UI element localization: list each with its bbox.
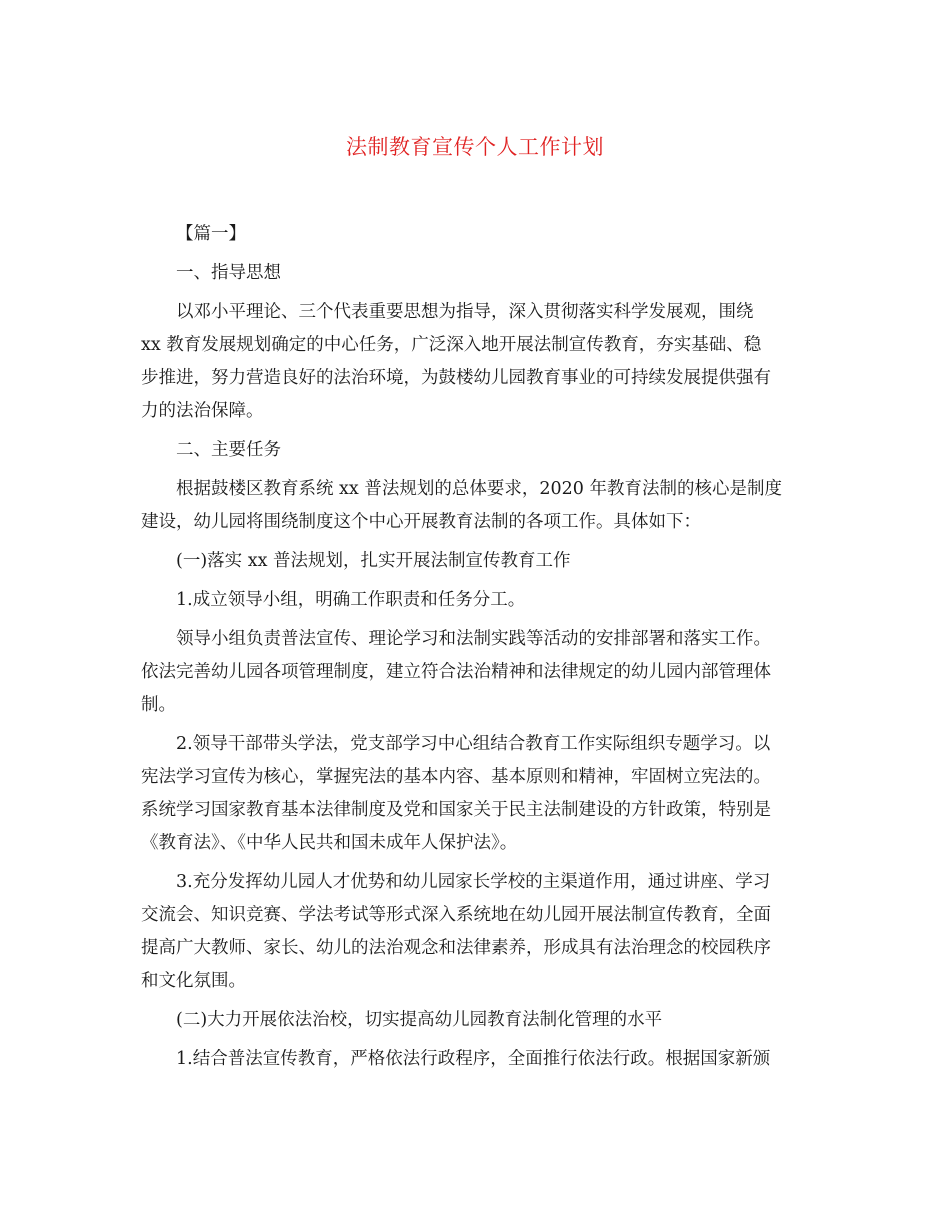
- paragraph-line: 宪法学习宣传为核心，掌握宪法的基本内容、基本原则和精神，牢固树立宪法的。: [141, 767, 771, 787]
- paragraph-line: 建设，幼儿园将围绕制度这个中心开展教育法制的各项工作。具体如下：: [141, 512, 701, 532]
- document-title: 法制教育宣传个人工作计划: [346, 135, 604, 159]
- paragraph-line: 以邓小平理论、三个代表重要思想为指导，深入贯彻落实科学发展观，围绕: [176, 302, 754, 322]
- paragraph-line: xx 教育发展规划确定的中心任务，广泛深入地开展法制宣传教育，夯实基础、稳: [141, 335, 762, 355]
- paragraph-line: 《教育法》、《中华人民共和国未成年人保护法》。: [141, 833, 518, 853]
- paragraph-line: 提高广大教师、家长、幼儿的法治观念和法律素养，形成具有法治理念的校园秩序: [141, 938, 771, 958]
- paragraph-line: 根据鼓楼区教育系统 xx 普法规划的总体要求，2020 年教育法制的核心是制度: [176, 479, 782, 499]
- paragraph-line: 二、主要任务: [176, 440, 281, 460]
- paragraph-line: 依法完善幼儿园各项管理制度，建立符合法治精神和法律规定的幼儿园内部管理体: [141, 662, 771, 682]
- paragraph-line: 系统学习国家教育基本法律制度及党和国家关于民主法制建设的方针政策，特别是: [141, 800, 771, 820]
- paragraph-line: 1.成立领导小组，明确工作职责和任务分工。: [176, 590, 526, 610]
- paragraph-line: 制。: [141, 695, 176, 715]
- paragraph-line: 力的法治保障。: [141, 401, 264, 421]
- paragraph-line: (二)大力开展依法治校，切实提高幼儿园教育法制化管理的水平: [176, 1010, 663, 1030]
- paragraph-line: 交流会、知识竞赛、学法考试等形式深入系统地在幼儿园开展法制宣传教育，全面: [141, 905, 771, 925]
- paragraph-line: 2.领导干部带头学法，党支部学习中心组结合教育工作实际组织专题学习。以: [176, 734, 771, 754]
- paragraph-line: 和文化氛围。: [141, 971, 246, 991]
- paragraph-line: 1.结合普法宣传教育，严格依法行政程序，全面推行依法行政。根据国家新颁: [176, 1049, 771, 1069]
- document-body: [141, 218, 821, 1076]
- paragraph-line: 领导小组负责普法宣传、理论学习和法制实践等活动的安排部署和落实工作。: [176, 629, 771, 649]
- paragraph-line: 步推进，努力营造良好的法治环境，为鼓楼幼儿园教育事业的可持续发展提供强有: [141, 368, 771, 388]
- paragraph-line: (一)落实 xx 普法规划，扎实开展法制宣传教育工作: [176, 551, 571, 571]
- paragraph-line: 一、指导思想: [176, 263, 281, 283]
- paragraph-line: 【篇一】: [176, 224, 246, 244]
- paragraph-line: 3.充分发挥幼儿园人才优势和幼儿园家长学校的主渠道作用，通过讲座、学习: [176, 872, 771, 892]
